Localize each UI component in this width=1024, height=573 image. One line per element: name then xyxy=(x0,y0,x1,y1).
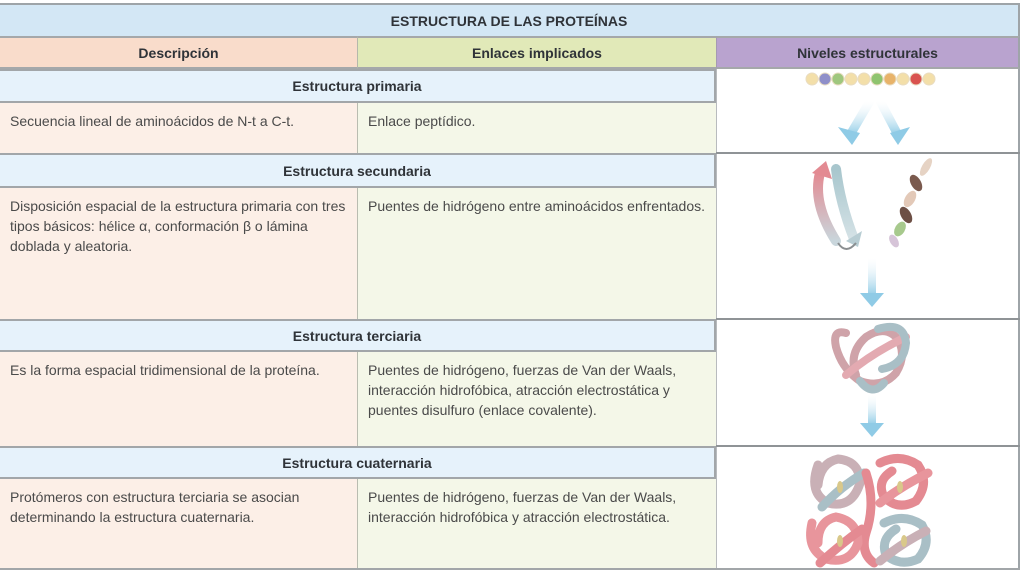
table-title: ESTRUCTURA DE LAS PROTEÍNAS xyxy=(0,3,1020,36)
amino-acid-chain-icon xyxy=(806,73,935,85)
bonds-quaternary: Puentes de hidrógeno, fuerzas de Van der Waals, interacción hidrofóbica y atracción electrostática. xyxy=(357,479,716,568)
amino-acid-bead xyxy=(858,73,870,85)
amino-acid-bead xyxy=(884,73,896,85)
column-header-bonds: Enlaces implicados xyxy=(357,36,716,69)
level-label-quaternary: Estructura cuaternaria xyxy=(0,446,716,479)
amino-acid-bead xyxy=(923,73,935,85)
folded-protein-icon xyxy=(835,327,906,390)
arrow-down-right-icon xyxy=(880,101,910,145)
level-label-secondary: Estructura secundaria xyxy=(0,153,716,188)
description-primary: Secuencia lineal de aminoácidos de N-t a C-t. xyxy=(0,103,357,153)
alpha-helix-icon xyxy=(887,156,934,249)
amino-acid-bead xyxy=(897,73,909,85)
bonds-secondary: Puentes de hidrógeno entre aminoácidos enfrentados. xyxy=(357,188,716,319)
description-tertiary: Es la forma espacial tridimensional de la proteína. xyxy=(0,352,357,446)
protein-structure-table xyxy=(0,3,1020,570)
amino-acid-bead xyxy=(910,73,922,85)
amino-acid-bead xyxy=(819,73,831,85)
level-label-tertiary: Estructura terciaria xyxy=(0,319,716,352)
arrow-down-icon xyxy=(860,395,884,437)
amino-acid-bead xyxy=(832,73,844,85)
bonds-primary: Enlace peptídico. xyxy=(357,103,716,153)
column-header-levels: Niveles estructurales xyxy=(716,36,1020,69)
amino-acid-bead xyxy=(806,73,818,85)
amino-acid-bead xyxy=(871,73,883,85)
amino-acid-bead xyxy=(845,73,857,85)
level-label-primary: Estructura primaria xyxy=(0,69,716,103)
bonds-tertiary: Puentes de hidrógeno, fuerzas de Van der Waals, interacción hidrofóbica, atracción electrostática y puentes disulfuro (enlace covalente). xyxy=(357,352,716,446)
description-secondary: Disposición espacial de la estructura primaria con tres tipos básicos: hélice α, conformación β o lámina doblada y aleatoria. xyxy=(0,188,357,319)
structure-illustrations xyxy=(0,3,1020,570)
arrow-down-left-icon xyxy=(838,101,870,145)
description-quaternary: Protómeros con estructura terciaria se asocian determinando la estructura cuaternaria. xyxy=(0,479,357,568)
quaternary-protein-complex-icon xyxy=(811,458,928,563)
beta-sheet-icon xyxy=(812,161,862,249)
arrow-down-icon xyxy=(860,258,884,307)
column-header-description: Descripción xyxy=(0,36,357,69)
